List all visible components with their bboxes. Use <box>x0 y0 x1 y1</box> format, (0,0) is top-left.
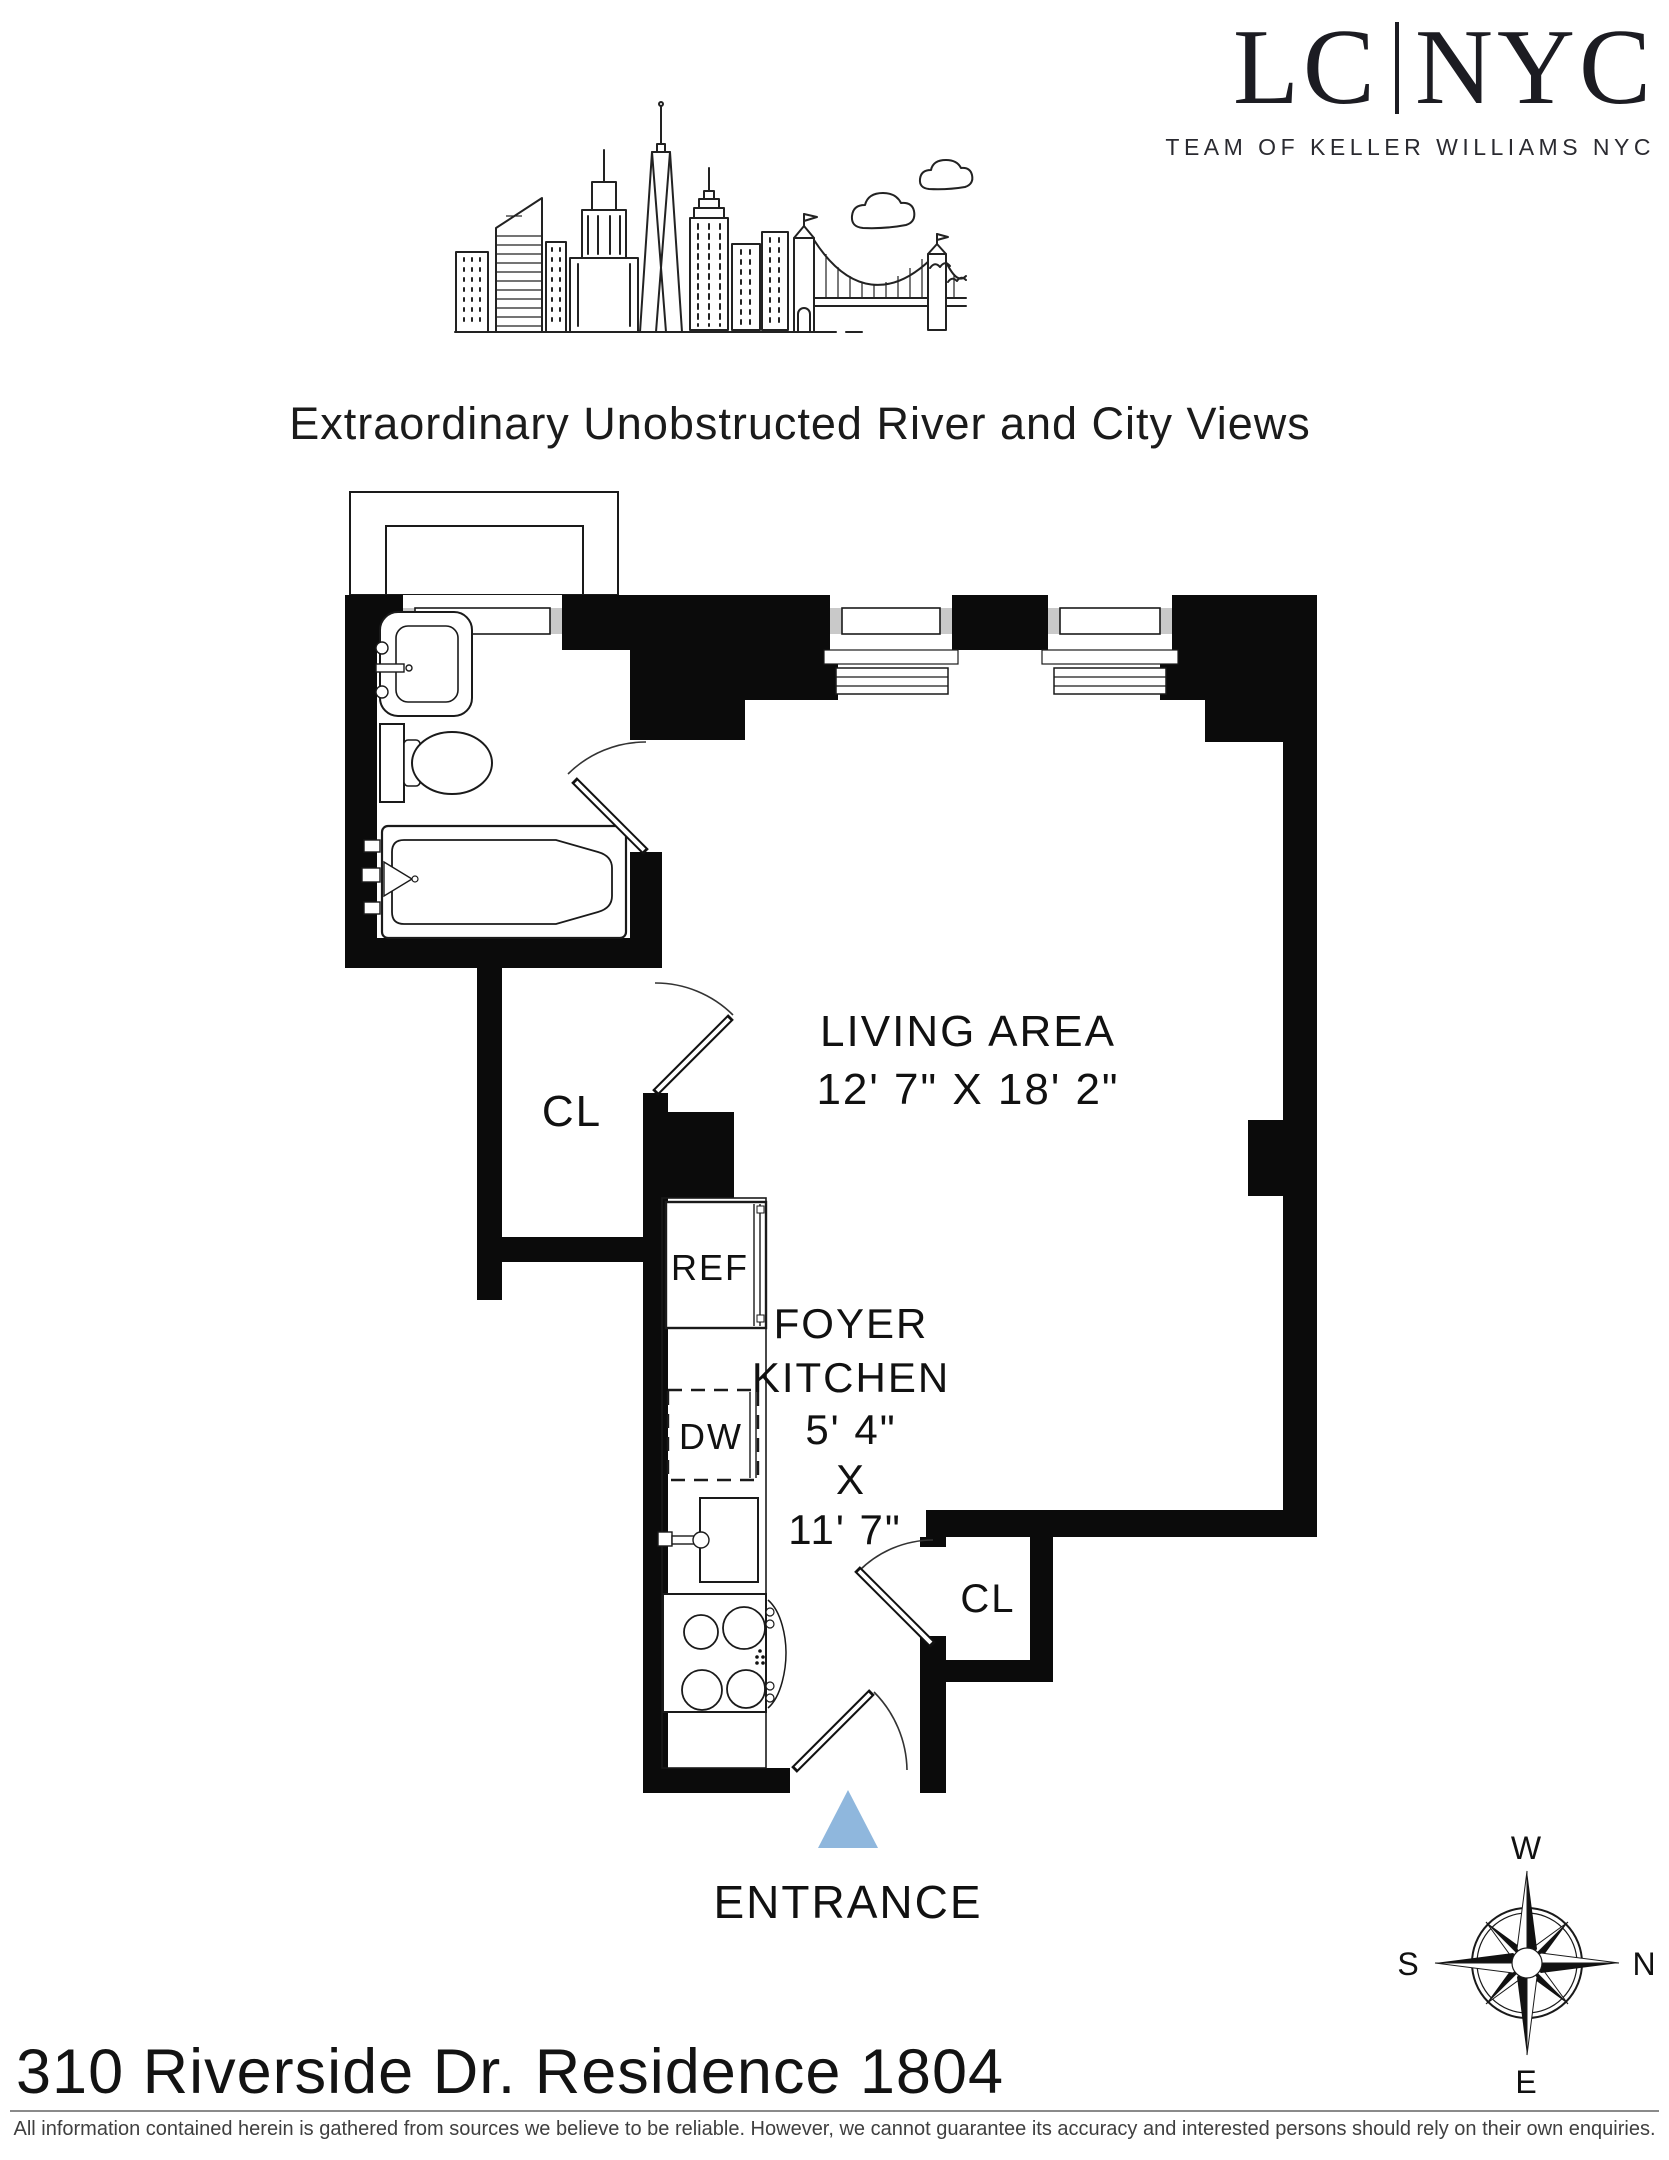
foyer-label: FOYER <box>773 1300 929 1347</box>
window <box>1042 595 1178 694</box>
disclaimer-text: All information contained herein is gathered from sources we believe to be reliable. However, we cannot guarantee its accuracy and interested persons should rely on their own enquiries. <box>13 2118 1656 2140</box>
kitchen-sink-icon <box>658 1498 758 1582</box>
stove-icon <box>663 1594 786 1712</box>
compass-east-label: E <box>1515 2064 1539 2100</box>
nyc-skyline-illustration <box>455 102 972 332</box>
shaft-outline <box>350 492 618 595</box>
closet-upper-door <box>655 983 733 1093</box>
dishwasher-icon <box>668 1390 758 1480</box>
closet-lower-door <box>857 1540 933 1645</box>
cloud-icon <box>920 160 972 189</box>
entrance-arrow-icon <box>818 1790 878 1848</box>
compass-south-label: S <box>1397 1946 1421 1982</box>
entrance-label: ENTRANCE <box>713 1876 983 1928</box>
logo-lc: LC <box>1232 8 1379 127</box>
living-area-label: LIVING AREA <box>820 1007 1116 1056</box>
bathroom-sink-icon <box>376 612 472 716</box>
radiator <box>1054 668 1166 694</box>
footer-divider <box>10 2110 1659 2112</box>
walls <box>345 595 1317 1793</box>
kitchen <box>658 1198 786 1768</box>
striped-building-lines <box>496 216 542 326</box>
closet-lower-label: CL <box>960 1577 1016 1621</box>
refrigerator-label: REF <box>671 1247 749 1288</box>
kitchen-dim-x: X <box>835 1456 867 1503</box>
refrigerator-icon <box>666 1202 766 1328</box>
entrance-door <box>794 1692 907 1770</box>
living-area-dims: 12' 7" X 18' 2" <box>816 1065 1120 1114</box>
floor-plan <box>345 492 1317 1928</box>
bathtub-icon <box>362 826 626 938</box>
kitchen-label: KITCHEN <box>751 1354 951 1401</box>
logo-nyc: NYC <box>1414 8 1655 127</box>
radiator <box>836 668 948 694</box>
toilet-icon <box>380 724 492 802</box>
compass-rose <box>1397 1830 1657 2100</box>
cloud-icon <box>852 193 914 228</box>
closet-lower <box>857 1540 1016 1645</box>
shaft-inner-outline <box>386 526 583 595</box>
window <box>824 595 958 694</box>
team-line: TEAM OF KELLER WILLIAMS NYC <box>1165 134 1655 160</box>
pillar <box>1248 1120 1283 1196</box>
kitchen-dim-2: 11' 7" <box>788 1506 902 1553</box>
tagline: Extraordinary Unobstructed River and City Views <box>289 398 1311 449</box>
closet-upper-label: CL <box>541 1087 603 1136</box>
bathroom <box>362 612 646 938</box>
dishwasher-label: DW <box>679 1416 743 1457</box>
kitchen-dim-1: 5' 4" <box>805 1406 897 1453</box>
address-title: 310 Riverside Dr. Residence 1804 <box>16 2037 1005 2107</box>
compass-north-label: N <box>1632 1946 1658 1982</box>
compass-west-label: W <box>1510 1830 1544 1866</box>
